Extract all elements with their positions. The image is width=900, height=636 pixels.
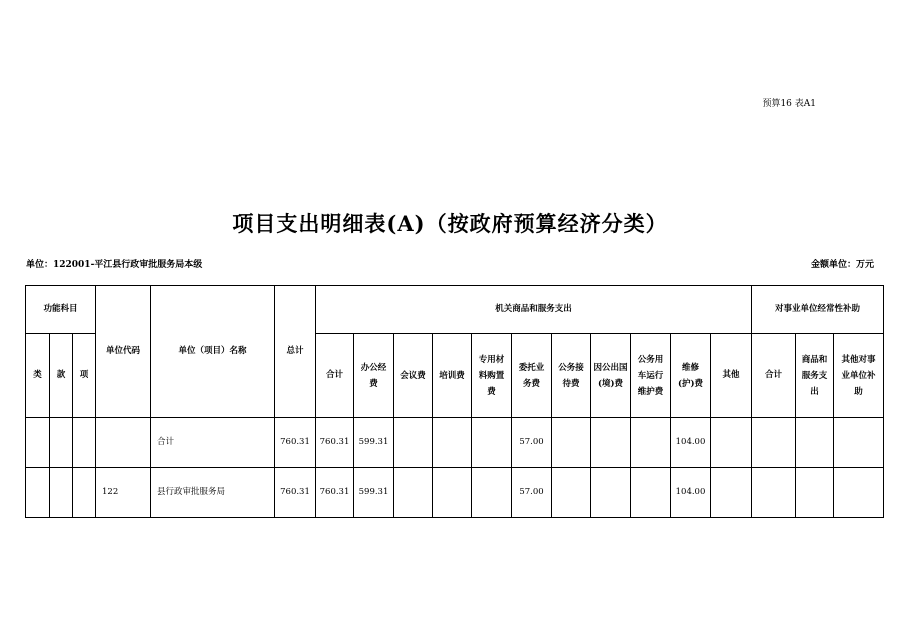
cell-subsidy-total bbox=[752, 418, 796, 468]
amount-unit-label: 金额单位：万元 bbox=[810, 260, 874, 270]
header-sub-total: 合计 bbox=[316, 334, 354, 418]
header-other: 其他 bbox=[711, 334, 752, 418]
header-goods-services: 机关商品和服务支出 bbox=[316, 286, 752, 334]
header-vehicle: 公务用车运行维护费 bbox=[631, 334, 671, 418]
cell-subsidy-total bbox=[752, 468, 796, 518]
header-training: 培训费 bbox=[433, 334, 472, 418]
cell-training bbox=[433, 418, 472, 468]
header-special-materials: 专用材料购置费 bbox=[472, 334, 512, 418]
cell-special-materials bbox=[472, 418, 512, 468]
header-abroad: 因公出国(境)费 bbox=[591, 334, 631, 418]
cell-entrusted: 57.00 bbox=[512, 418, 552, 468]
header-entrusted: 委托业务费 bbox=[512, 334, 552, 418]
cell-meeting bbox=[394, 418, 433, 468]
cell-kuan bbox=[50, 418, 73, 468]
cell-abroad bbox=[591, 468, 631, 518]
header-total: 总计 bbox=[275, 286, 316, 418]
cell-code: 122 bbox=[96, 468, 151, 518]
cell-other bbox=[711, 418, 752, 468]
cell-kuan bbox=[50, 468, 73, 518]
header-other-subsidy: 其他对事业单位补助 bbox=[834, 334, 884, 418]
header-row-1 bbox=[26, 286, 884, 334]
cell-reception bbox=[552, 418, 591, 468]
cell-reception bbox=[552, 468, 591, 518]
header-meeting: 会议费 bbox=[394, 334, 433, 418]
cell-goods-services-exp bbox=[796, 468, 834, 518]
page-title: 项目支出明细表(A)（按政府预算经济分类） bbox=[232, 211, 668, 236]
header-subsidy-total: 合计 bbox=[752, 334, 796, 418]
header-maintenance: 维修(护)费 bbox=[671, 334, 711, 418]
cell-total: 760.31 bbox=[275, 418, 316, 468]
unit-label: 单位：122001-平江县行政审批服务局本级 bbox=[26, 260, 203, 270]
cell-lei bbox=[26, 418, 50, 468]
header-subsidy: 对事业单位经常性补助 bbox=[752, 286, 884, 334]
cell-other-subsidy bbox=[834, 468, 884, 518]
cell-vehicle bbox=[631, 418, 671, 468]
cell-other-subsidy bbox=[834, 418, 884, 468]
cell-abroad bbox=[591, 418, 631, 468]
cell-name: 县行政审批服务局 bbox=[151, 468, 275, 518]
header-reception: 公务接待费 bbox=[552, 334, 591, 418]
cell-total: 760.31 bbox=[275, 468, 316, 518]
cell-office: 599.31 bbox=[354, 468, 394, 518]
cell-code bbox=[96, 418, 151, 468]
table-row bbox=[26, 468, 884, 518]
header-lei: 类 bbox=[26, 334, 50, 418]
document-code: 预算16 表A1 bbox=[762, 99, 816, 109]
cell-special-materials bbox=[472, 468, 512, 518]
cell-meeting bbox=[394, 468, 433, 518]
cell-goods-services-exp bbox=[796, 418, 834, 468]
cell-office: 599.31 bbox=[354, 418, 394, 468]
table-row bbox=[26, 418, 884, 468]
cell-training bbox=[433, 468, 472, 518]
expenditure-table bbox=[25, 285, 884, 518]
header-xiang: 项 bbox=[73, 334, 96, 418]
cell-maintenance: 104.00 bbox=[671, 418, 711, 468]
cell-vehicle bbox=[631, 468, 671, 518]
header-unit-code: 单位代码 bbox=[96, 286, 151, 418]
cell-sub-total: 760.31 bbox=[316, 418, 354, 468]
header-func-subject: 功能科目 bbox=[26, 286, 96, 334]
cell-xiang bbox=[73, 418, 96, 468]
header-unit-name: 单位（项目）名称 bbox=[151, 286, 275, 418]
header-goods-services-exp: 商品和服务支出 bbox=[796, 334, 834, 418]
cell-sub-total: 760.31 bbox=[316, 468, 354, 518]
cell-entrusted: 57.00 bbox=[512, 468, 552, 518]
cell-xiang bbox=[73, 468, 96, 518]
header-office: 办公经费 bbox=[354, 334, 394, 418]
cell-lei bbox=[26, 468, 50, 518]
cell-name: 合计 bbox=[151, 418, 275, 468]
cell-maintenance: 104.00 bbox=[671, 468, 711, 518]
header-kuan: 款 bbox=[50, 334, 73, 418]
cell-other bbox=[711, 468, 752, 518]
